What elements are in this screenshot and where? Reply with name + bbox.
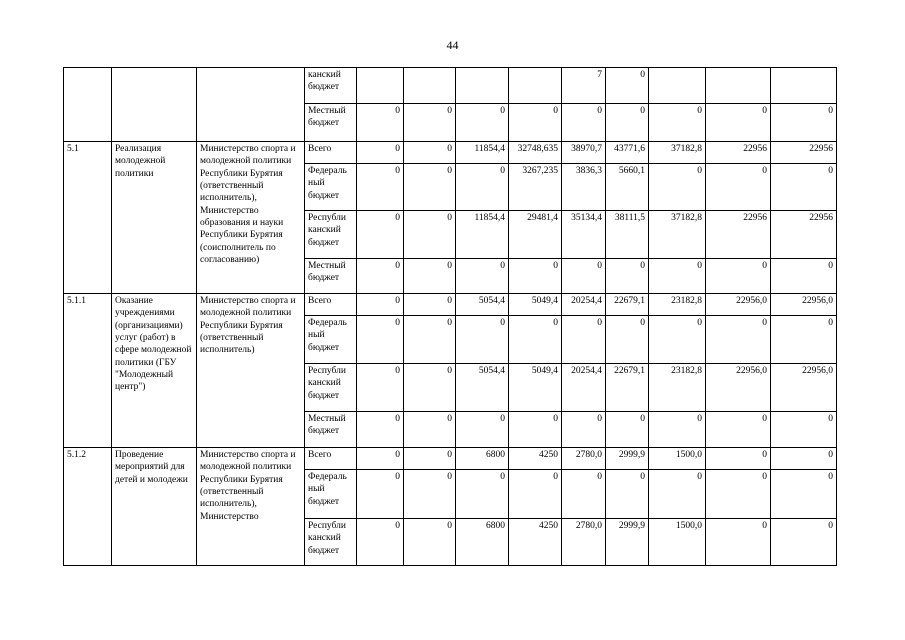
value-cell: 5054,4	[456, 364, 509, 412]
value-cell: 0	[509, 259, 562, 294]
budget-type-label: канский бюджет	[305, 68, 357, 104]
value-cell: 0	[771, 316, 837, 364]
budget-type-label: Всего	[305, 448, 357, 470]
value-cell	[357, 68, 404, 104]
value-cell: 11854,4	[456, 211, 509, 259]
value-cell: 0	[456, 164, 509, 211]
value-cell: 6800	[456, 519, 509, 566]
value-cell: 0	[606, 68, 649, 104]
value-cell: 0	[509, 316, 562, 364]
value-cell: 0	[357, 412, 404, 448]
value-cell: 22679,1	[606, 364, 649, 412]
value-cell: 0	[404, 164, 456, 211]
value-cell: 20254,4	[562, 364, 606, 412]
value-cell: 0	[706, 164, 771, 211]
row-executor: Министерство спорта и молодежной политики Республики Бурятия (ответственный исполнитель), Министерство	[197, 448, 305, 566]
value-cell: 0	[357, 211, 404, 259]
table-row	[64, 294, 837, 316]
value-cell: 37182,8	[649, 142, 706, 164]
value-cell: 0	[706, 104, 771, 142]
value-cell: 0	[404, 470, 456, 519]
value-cell: 22679,1	[606, 294, 649, 316]
value-cell: 38111,5	[606, 211, 649, 259]
value-cell: 0	[606, 316, 649, 364]
value-cell: 11854,4	[456, 142, 509, 164]
value-cell: 0	[456, 259, 509, 294]
value-cell: 0	[357, 448, 404, 470]
table-row	[64, 68, 837, 104]
row-code	[64, 68, 112, 142]
value-cell: 5049,4	[509, 294, 562, 316]
value-cell: 3267,235	[509, 164, 562, 211]
value-cell: 0	[649, 316, 706, 364]
budget-type-label: Федераль ный бюджет	[305, 316, 357, 364]
value-cell: 0	[771, 104, 837, 142]
value-cell: 43771,6	[606, 142, 649, 164]
row-name: Оказание учреждениями (организациями) услуг (работ) в сфере молодежной политики (ГБУ "Молодежный центр")	[112, 294, 197, 448]
value-cell: 4250	[509, 519, 562, 566]
value-cell: 0	[404, 104, 456, 142]
table-row	[64, 448, 837, 470]
value-cell: 0	[456, 104, 509, 142]
value-cell: 0	[404, 412, 456, 448]
value-cell: 23182,8	[649, 294, 706, 316]
row-name	[112, 68, 197, 142]
value-cell: 0	[562, 470, 606, 519]
value-cell: 22956,0	[771, 294, 837, 316]
value-cell: 5660,1	[606, 164, 649, 211]
value-cell: 0	[509, 412, 562, 448]
budget-type-label: Местный бюджет	[305, 259, 357, 294]
value-cell: 0	[606, 104, 649, 142]
value-cell: 0	[357, 364, 404, 412]
value-cell: 37182,8	[649, 211, 706, 259]
budget-type-label: Республи канский бюджет	[305, 211, 357, 259]
value-cell: 5054,4	[456, 294, 509, 316]
budget-table	[63, 67, 837, 566]
value-cell: 0	[771, 448, 837, 470]
value-cell: 5049,4	[509, 364, 562, 412]
row-executor: Министерство спорта и молодежной политики Республики Бурятия (ответственный исполнитель)	[197, 294, 305, 448]
value-cell: 22956,0	[706, 364, 771, 412]
value-cell: 0	[456, 412, 509, 448]
value-cell: 0	[771, 412, 837, 448]
table-row	[64, 142, 837, 164]
value-cell: 22956	[706, 142, 771, 164]
page-number: 44	[446, 38, 459, 52]
value-cell: 0	[606, 259, 649, 294]
budget-type-label: Всего	[305, 142, 357, 164]
value-cell: 0	[562, 259, 606, 294]
value-cell: 0	[606, 470, 649, 519]
value-cell: 0	[456, 316, 509, 364]
row-executor	[197, 68, 305, 142]
budget-type-label: Местный бюджет	[305, 104, 357, 142]
value-cell	[706, 68, 771, 104]
value-cell: 0	[649, 412, 706, 448]
value-cell: 0	[649, 259, 706, 294]
value-cell: 0	[404, 364, 456, 412]
value-cell: 0	[404, 519, 456, 566]
row-executor: Министерство спорта и молодежной политики Республики Бурятия (ответственный исполнитель), Министерство образования и науки Республики Бурятия (соисполнитель по согласованию)	[197, 142, 305, 294]
value-cell	[771, 68, 837, 104]
value-cell: 7	[562, 68, 606, 104]
value-cell: 0	[404, 259, 456, 294]
value-cell: 0	[357, 519, 404, 566]
value-cell: 29481,4	[509, 211, 562, 259]
value-cell: 0	[706, 316, 771, 364]
value-cell: 0	[404, 448, 456, 470]
value-cell: 0	[649, 104, 706, 142]
value-cell: 0	[771, 259, 837, 294]
value-cell: 3836,3	[562, 164, 606, 211]
value-cell: 22956	[706, 211, 771, 259]
value-cell: 0	[706, 259, 771, 294]
value-cell	[404, 68, 456, 104]
value-cell: 32748,635	[509, 142, 562, 164]
value-cell: 0	[649, 164, 706, 211]
value-cell: 0	[404, 316, 456, 364]
value-cell	[649, 68, 706, 104]
value-cell: 0	[357, 104, 404, 142]
value-cell: 0	[771, 519, 837, 566]
value-cell: 0	[357, 316, 404, 364]
budget-type-label: Всего	[305, 294, 357, 316]
value-cell: 6800	[456, 448, 509, 470]
value-cell: 20254,4	[562, 294, 606, 316]
value-cell: 0	[706, 470, 771, 519]
value-cell: 22956	[771, 211, 837, 259]
value-cell: 2999,9	[606, 448, 649, 470]
value-cell: 0	[562, 412, 606, 448]
value-cell: 0	[562, 104, 606, 142]
row-code: 5.1	[64, 142, 112, 294]
value-cell: 0	[706, 412, 771, 448]
value-cell	[456, 68, 509, 104]
value-cell: 38970,7	[562, 142, 606, 164]
value-cell: 0	[357, 470, 404, 519]
value-cell: 0	[562, 316, 606, 364]
row-name: Реализация молодежной политики	[112, 142, 197, 294]
value-cell: 22956,0	[771, 364, 837, 412]
value-cell: 2999,9	[606, 519, 649, 566]
table-body	[64, 68, 837, 566]
value-cell: 2780,0	[562, 519, 606, 566]
value-cell: 0	[357, 294, 404, 316]
value-cell: 0	[509, 470, 562, 519]
budget-type-label: Республи канский бюджет	[305, 519, 357, 566]
value-cell: 1500,0	[649, 448, 706, 470]
value-cell: 0	[404, 211, 456, 259]
value-cell: 0	[706, 519, 771, 566]
value-cell: 0	[404, 294, 456, 316]
value-cell: 0	[456, 470, 509, 519]
value-cell: 0	[606, 412, 649, 448]
value-cell: 22956,0	[706, 294, 771, 316]
value-cell: 0	[509, 104, 562, 142]
value-cell: 0	[357, 259, 404, 294]
value-cell: 0	[357, 164, 404, 211]
row-code: 5.1.1	[64, 294, 112, 448]
value-cell: 1500,0	[649, 519, 706, 566]
value-cell: 22956	[771, 142, 837, 164]
value-cell: 4250	[509, 448, 562, 470]
budget-type-label: Федераль ный бюджет	[305, 470, 357, 519]
budget-type-label: Федераль ный бюджет	[305, 164, 357, 211]
value-cell: 35134,4	[562, 211, 606, 259]
value-cell: 0	[404, 142, 456, 164]
value-cell: 23182,8	[649, 364, 706, 412]
value-cell: 0	[771, 164, 837, 211]
budget-type-label: Местный бюджет	[305, 412, 357, 448]
budget-type-label: Республи канский бюджет	[305, 364, 357, 412]
value-cell: 0	[706, 448, 771, 470]
value-cell	[509, 68, 562, 104]
value-cell: 2780,0	[562, 448, 606, 470]
value-cell: 0	[649, 470, 706, 519]
row-code: 5.1.2	[64, 448, 112, 566]
row-name: Проведение мероприятий для детей и молодежи	[112, 448, 197, 566]
value-cell: 0	[771, 470, 837, 519]
value-cell: 0	[357, 142, 404, 164]
